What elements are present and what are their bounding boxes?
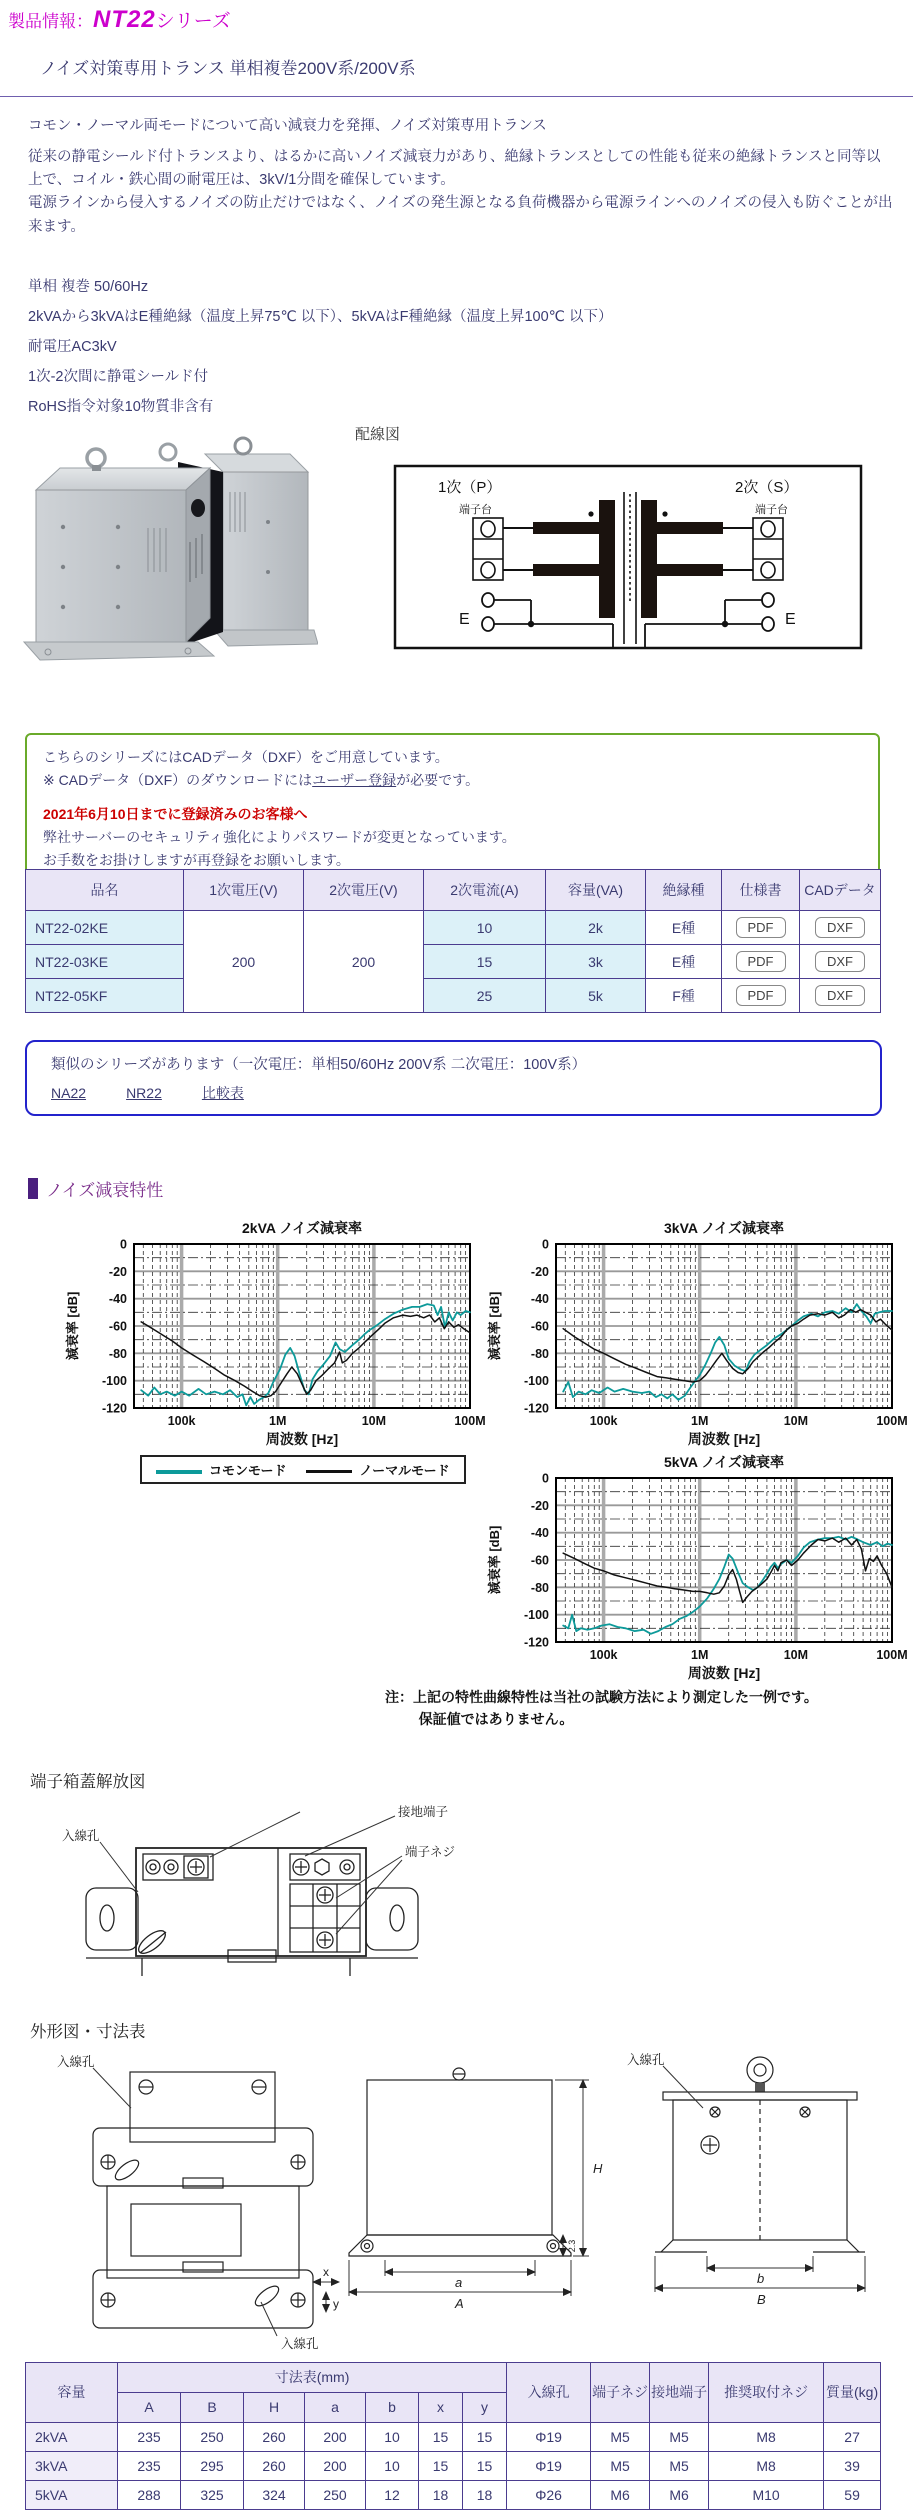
col-header-inlet: 入線孔 — [507, 2363, 591, 2423]
svg-text:1M: 1M — [269, 1414, 287, 1428]
svg-text:3kVA ノイズ減衰率: 3kVA ノイズ減衰率 — [664, 1220, 784, 1236]
svg-text:-100: -100 — [523, 1374, 549, 1389]
svg-text:10M: 10M — [361, 1414, 387, 1428]
svg-text:-120: -120 — [523, 1635, 549, 1650]
noise-chart-3kva — [486, 1218, 910, 1455]
dxf-button[interactable]: DXF — [815, 917, 865, 938]
svg-text:100M: 100M — [454, 1414, 486, 1428]
secondary-voltage-value: 200 — [304, 911, 424, 1013]
svg-text:周波数 [Hz]: 周波数 [Hz] — [265, 1431, 339, 1447]
registration-notice-line-2: お手数をお掛けしますが再登録をお願いします。 — [43, 852, 350, 869]
svg-text:5kVA ノイズ減衰率: 5kVA ノイズ減衰率 — [664, 1454, 784, 1470]
svg-text:減衰率 [dB]: 減衰率 [dB] — [487, 1291, 502, 1361]
svg-text:10M: 10M — [783, 1414, 809, 1428]
product-name: NT22-05KF — [26, 979, 184, 1013]
svg-text:100k: 100k — [167, 1414, 196, 1428]
svg-text:-120: -120 — [523, 1401, 549, 1416]
col-header-ground-terminal: 接地端子 — [650, 2363, 709, 2423]
insulation-value: F種 — [646, 979, 722, 1013]
dim-col-A: A — [118, 2393, 181, 2423]
dim-y-label: y — [333, 2297, 339, 2311]
capacity-value: 2k — [546, 911, 646, 945]
lead-text: コモン・ノーマル両モードについて高い減衰力を発揮、ノイズ対策専用トランス — [28, 118, 547, 134]
product-photo — [18, 432, 318, 669]
svg-text:-60: -60 — [530, 1553, 549, 1568]
svg-text:-80: -80 — [530, 1346, 549, 1361]
col-header-terminal-screw: 端子ネジ — [591, 2363, 650, 2423]
svg-text:-100: -100 — [523, 1608, 549, 1623]
product-name: NT22-02KE — [26, 911, 184, 945]
spec-line: 耐電圧AC3kV — [28, 339, 117, 355]
dim-H-label: H — [593, 2161, 603, 2176]
series-name: NT22 — [93, 6, 156, 33]
wiring-diagram — [383, 452, 873, 662]
dim-b-label: b — [757, 2271, 765, 2286]
svg-text:-40: -40 — [530, 1526, 549, 1541]
inlet-hole-label-top: 入線孔 — [57, 2055, 95, 2069]
col-header-secondary-current: 2次電流(A) — [424, 870, 546, 911]
pdf-button[interactable]: PDF — [736, 985, 786, 1006]
col-header-primary-voltage: 1次電圧(V) — [184, 870, 304, 911]
dim-B-label: B — [757, 2292, 766, 2307]
col-header-capacity: 容量(VA) — [546, 870, 646, 911]
dimension-table — [25, 2362, 881, 2510]
noise-section-title: ノイズ減衰特性 — [46, 1181, 164, 1200]
col-header-cad-data: CADデータ — [800, 870, 881, 911]
svg-text:0: 0 — [542, 1471, 549, 1486]
svg-text:1M: 1M — [691, 1648, 709, 1662]
table-row — [26, 979, 881, 1013]
col-header-dims-group: 寸法表(mm) — [118, 2363, 507, 2393]
common-mode-line-icon — [156, 1470, 202, 1474]
dxf-button[interactable]: DXF — [815, 985, 865, 1006]
capacity-value: 5k — [546, 979, 646, 1013]
secondary-current-value: 15 — [424, 945, 546, 979]
secondary-current-value: 10 — [424, 911, 546, 945]
capacity-cell: 5kVA — [26, 2481, 118, 2510]
registration-notice-line-1: 弊社サーバーのセキュリティ強化によりパスワードが変更となっています。 — [43, 828, 516, 845]
capacity-cell: 2kVA — [26, 2423, 118, 2452]
col-header-secondary-voltage: 2次電圧(V) — [304, 870, 424, 911]
spec-line: 単相 複巻 50/60Hz — [28, 279, 149, 295]
page-title: ノイズ対策専用トランス 単相複巻200V系/200V系 — [40, 59, 416, 78]
spec-line: 1次-2次間に静電シールド付 — [28, 369, 209, 385]
dim-a-label: a — [455, 2275, 463, 2290]
table-row — [26, 911, 881, 945]
description-text — [28, 146, 894, 239]
col-header-insulation: 絶縁種 — [646, 870, 722, 911]
primary-label: 1次（P） — [438, 479, 502, 496]
note-line-1: 注：上記の特性曲線特性は当社の試験方法により測定した一例です。 — [385, 1691, 818, 1706]
product-table-header-row — [26, 870, 881, 911]
svg-text:減衰率 [dB]: 減衰率 [dB] — [487, 1525, 502, 1595]
terminal-block-left-label: 端子台 — [459, 504, 492, 516]
svg-text:周波数 [Hz]: 周波数 [Hz] — [687, 1431, 761, 1447]
spec-line: 2kVAから3kVAはE種絶縁（温度上昇75℃ 以下）、5kVAはF種絶縁（温度上昇100℃ 以下） — [28, 309, 613, 325]
secondary-current-value: 25 — [424, 979, 546, 1013]
wiring-diagram-title: 配線図 — [355, 426, 401, 443]
svg-text:-60: -60 — [108, 1319, 127, 1334]
pdf-button[interactable]: PDF — [736, 951, 786, 972]
primary-voltage-value: 200 — [184, 911, 304, 1013]
link-na22[interactable]: NA22 — [51, 1085, 87, 1101]
noise-chart-5kva — [486, 1452, 910, 1689]
svg-text:減衰率 [dB]: 減衰率 [dB] — [65, 1291, 80, 1361]
chart-note — [385, 1688, 818, 1733]
svg-text:-60: -60 — [530, 1319, 549, 1334]
svg-text:-20: -20 — [108, 1264, 127, 1279]
earth-right-label: E — [785, 611, 796, 628]
svg-text:-80: -80 — [530, 1580, 549, 1595]
insulation-value: E種 — [646, 911, 722, 945]
similar-series-box — [25, 1040, 882, 1116]
dim-A-label: A — [455, 2296, 464, 2311]
link-comparison-table[interactable]: 比較表 — [201, 1085, 244, 1101]
dim-col-a: a — [305, 2393, 366, 2423]
col-header-weight: 質量(kg) — [824, 2363, 881, 2423]
product-table — [25, 869, 881, 1013]
col-header-mount-screw: 推奨取付ネジ — [709, 2363, 824, 2423]
outline-drawing — [15, 2050, 895, 2355]
svg-text:-20: -20 — [530, 1498, 549, 1513]
svg-text:2kVA ノイズ減衰率: 2kVA ノイズ減衰率 — [242, 1220, 362, 1236]
col-header-name: 品名 — [26, 870, 184, 911]
svg-text:0: 0 — [542, 1237, 549, 1252]
note-line-2: 保証値ではありません。 — [418, 1713, 574, 1729]
ground-terminal-label: 接地端子 — [398, 1805, 449, 1819]
dxf-button[interactable]: DXF — [815, 951, 865, 972]
section-bar-icon — [28, 1178, 38, 1199]
dim-2-3-label: 2.3 — [567, 2239, 577, 2253]
title-divider — [0, 96, 913, 97]
svg-text:100M: 100M — [876, 1648, 908, 1662]
legend-common-mode: コモンモード — [156, 1460, 286, 1479]
inlet-hole-label-bottom: 入線孔 — [281, 2337, 319, 2350]
chart-legend — [140, 1455, 466, 1484]
svg-text:-120: -120 — [101, 1401, 127, 1416]
inlet-hole-label-right: 入線孔 — [627, 2053, 665, 2067]
link-nr22[interactable]: NR22 — [126, 1085, 162, 1101]
svg-text:-80: -80 — [108, 1346, 127, 1361]
noise-chart-2kva — [64, 1218, 488, 1455]
terminal-section-title: 端子箱蓋解放図 — [30, 1773, 146, 1791]
page-header — [8, 6, 231, 34]
dim-col-y: y — [463, 2393, 507, 2423]
svg-text:100k: 100k — [589, 1414, 618, 1428]
header-prefix: 製品情報： — [8, 12, 93, 31]
product-name: NT22-03KE — [26, 945, 184, 979]
description-line-1: 従来の静電シールド付トランスより、はるかに高いノイズ減衰力があり、絶縁トランスとしての性能も従来の絶縁トランスと同等以上で、コイル・鉄心間の耐電圧は、3kV/1分間を確保しています。 — [28, 149, 881, 189]
inlet-hole-label: 入線孔 — [62, 1829, 100, 1843]
table-row: 3kVA 235 295 260 200 10 15 15 Φ19 M5 M5 M8 39 — [26, 2452, 881, 2481]
svg-text:-100: -100 — [101, 1374, 127, 1389]
capacity-cell: 3kVA — [26, 2452, 118, 2481]
svg-text:10M: 10M — [783, 1648, 809, 1662]
svg-text:-40: -40 — [108, 1292, 127, 1307]
table-row — [26, 945, 881, 979]
svg-text:-40: -40 — [530, 1292, 549, 1307]
dim-col-H: H — [244, 2393, 305, 2423]
svg-text:0: 0 — [120, 1237, 127, 1252]
dim-col-x: x — [419, 2393, 463, 2423]
svg-text:100M: 100M — [876, 1414, 908, 1428]
svg-text:100k: 100k — [589, 1648, 618, 1662]
col-header-capacity: 容量 — [26, 2363, 118, 2423]
cad-info-box — [25, 733, 880, 884]
description-line-2: 電源ラインから侵入するノイズの防止だけではなく、ノイズの発生源となる負荷機器から電源ラインへのノイズの侵入も防ぐことが出来ます。 — [28, 195, 893, 235]
user-registration-link[interactable]: ユーザー登録 — [312, 772, 397, 789]
secondary-label: 2次（S） — [735, 479, 799, 496]
terminal-cover-drawing — [50, 1800, 510, 1985]
earth-left-label: E — [459, 611, 470, 628]
noise-section-header — [28, 1176, 163, 1201]
normal-mode-line-icon — [306, 1470, 352, 1473]
table-row: 5kVA 288 325 324 250 12 18 18 Φ26 M6 M6 M10 59 — [26, 2481, 881, 2510]
registration-notice-title: 2021年6月10日までに登録済みのお客様へ — [43, 805, 308, 822]
spec-list — [28, 272, 612, 422]
terminal-screw-label: 端子ネジ — [405, 1845, 456, 1859]
table-row: 2kVA 235 250 260 200 10 15 15 Φ19 M5 M5 M8 27 — [26, 2423, 881, 2452]
cad-line-2: ※ CADデータ（DXF）のダウンロードにはユーザー登録が必要です。 — [43, 772, 480, 789]
insulation-value: E種 — [646, 945, 722, 979]
svg-text:1M: 1M — [691, 1414, 709, 1428]
svg-text:-20: -20 — [530, 1264, 549, 1279]
legend-normal-mode: ノーマルモード — [306, 1460, 449, 1479]
capacity-value: 3k — [546, 945, 646, 979]
dim-col-b: b — [366, 2393, 419, 2423]
pdf-button[interactable]: PDF — [736, 917, 786, 938]
dim-x-label: x — [323, 2265, 329, 2279]
svg-text:周波数 [Hz]: 周波数 [Hz] — [687, 1665, 761, 1681]
spec-line: RoHS指令対象10物質非含有 — [28, 399, 214, 415]
terminal-block-right-label: 端子台 — [755, 504, 788, 516]
dimension-table-header-row — [26, 2363, 881, 2393]
cad-line-1: こちらのシリーズにはCADデータ（DXF）をご用意しています。 — [43, 749, 449, 765]
similar-series-text: 類似のシリーズがあります（一次電圧：単相50/60Hz 200V系 二次電圧：100V系） — [51, 1057, 587, 1073]
outline-section-title: 外形図・寸法表 — [30, 2023, 146, 2041]
dim-col-B: B — [181, 2393, 244, 2423]
series-suffix: シリーズ — [155, 11, 231, 32]
col-header-spec-sheet: 仕様書 — [722, 870, 800, 911]
